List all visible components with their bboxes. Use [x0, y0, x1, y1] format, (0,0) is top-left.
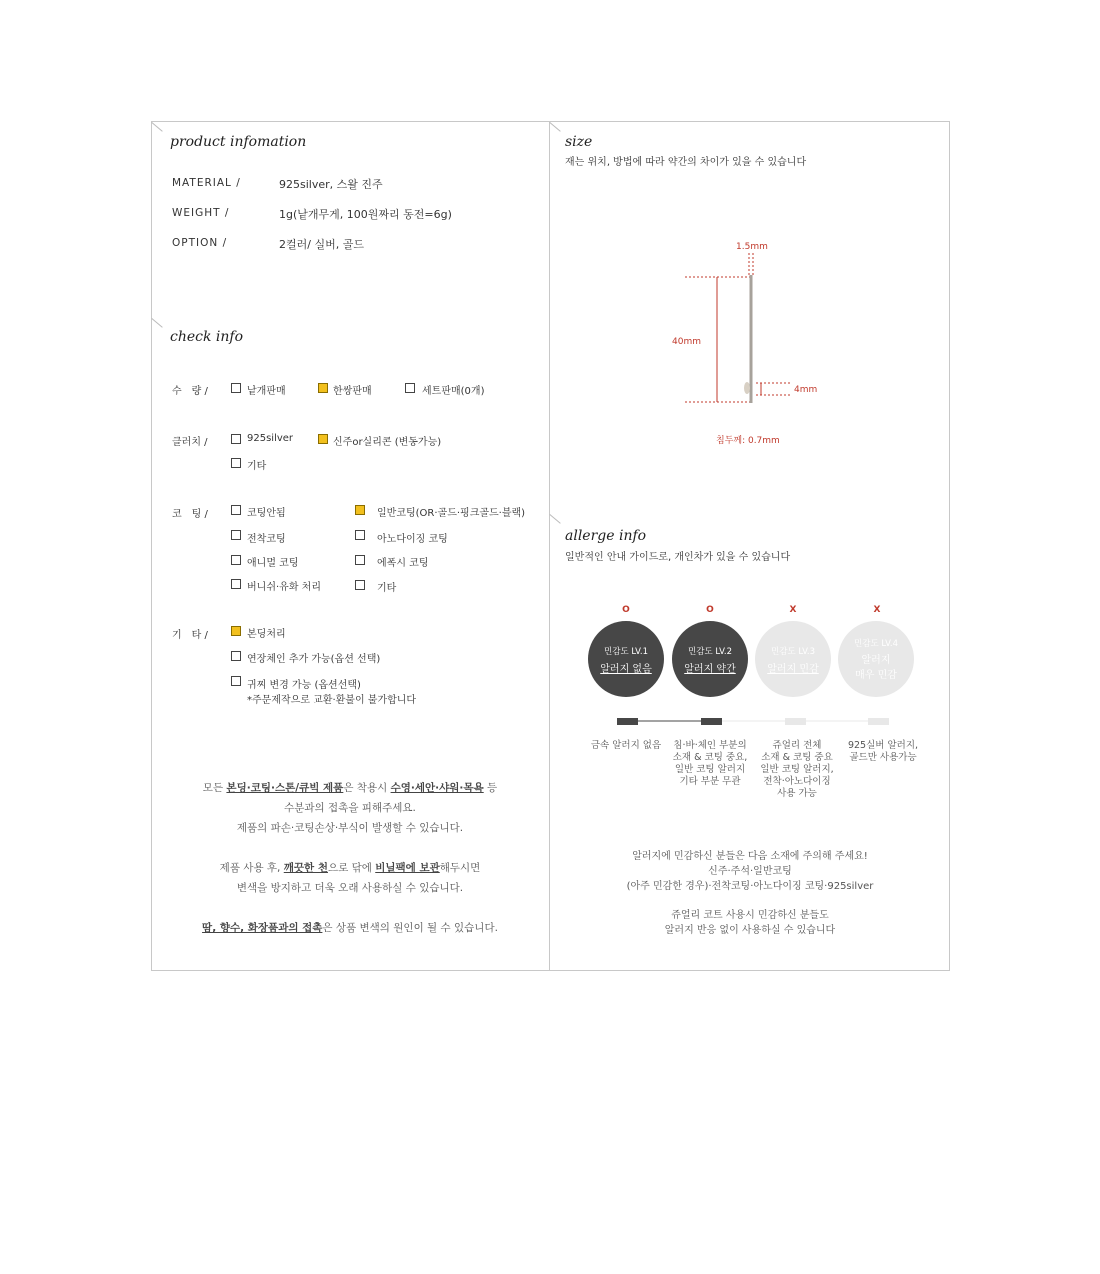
checkbox-checked: [231, 626, 241, 636]
option-text: 한쌍판매: [333, 386, 372, 397]
level-desc: 매우 민감: [855, 670, 897, 681]
sensitivity-level-2: [672, 621, 748, 697]
allergy-note: 알러지에 민감하신 분들은 다음 소재에 주의해 주세요!: [632, 851, 868, 862]
option-value: 2컬러/ 실버, 골드: [279, 238, 364, 251]
length-label: 40mm: [672, 337, 701, 347]
sensitivity-level-4: [838, 621, 914, 697]
level-desc: 알러지 민감: [767, 664, 819, 675]
etc-label: 기 타 /: [172, 630, 208, 641]
option-text: 본딩처리: [247, 629, 286, 640]
option-label: OPTION /: [172, 237, 228, 249]
allergy-note: 신주·주석·일반코팅: [708, 866, 792, 877]
level-text: 민감도 LV.4: [854, 639, 898, 649]
allergy-note: (아주 민감한 경우)·전착코팅·아노다이징 코팅·925silver: [626, 881, 874, 892]
option-text: 애니멀 코팅: [247, 558, 299, 569]
option-text: 925silver: [247, 433, 294, 444]
level-description: 침·바·체인 부분의 소재 & 코팅 중요, 일반 코팅 알러지 기타 부분 무관: [672, 740, 748, 787]
checkbox: [405, 383, 415, 393]
size-title: size: [565, 134, 593, 150]
weight-value: 1g(낱개무게, 100원짜리 동전=6g): [279, 208, 452, 221]
checkbox: [231, 458, 241, 468]
product-info-title: product infomation: [170, 134, 307, 150]
option-text: 세트판매(0개): [422, 386, 485, 397]
checkbox: [231, 505, 241, 515]
care-line: 수분과의 접촉을 피해주세요.: [284, 802, 416, 814]
allergy-note: 알러지 반응 없이 사용하실 수 있습니다: [664, 925, 836, 936]
checkbox: [231, 555, 241, 565]
allergy-mark: X: [789, 605, 797, 615]
material-value: 925silver, 스왈 진주: [279, 178, 383, 191]
custom-order-note: *주문제작으로 교환·환불이 불가합니다: [247, 695, 417, 706]
weight-label: WEIGHT /: [172, 207, 230, 219]
level-text: 민감도 LV.2: [688, 647, 732, 657]
checkbox: [231, 579, 241, 589]
level-description: 쥬얼리 전체 소재 & 코팅 중요 일반 코팅 알러지, 전착·아노다이징 사용 가능: [760, 740, 834, 799]
option-text: 전착코팅: [247, 534, 286, 545]
material-label: MATERIAL /: [172, 177, 241, 189]
level-description: 금속 알러지 없음: [590, 740, 662, 751]
option-text: 기타: [377, 583, 397, 594]
sensitivity-level-3: [755, 621, 831, 697]
level-desc: 알러지 약간: [684, 664, 736, 675]
level-text: 민감도 LV.1: [604, 647, 648, 657]
checkbox: [231, 434, 241, 444]
care-line: 제품의 파손·코팅손상·부식이 발생할 수 있습니다.: [236, 822, 464, 834]
allergy-mark: O: [622, 605, 630, 615]
option-text: 에폭시 코팅: [377, 558, 429, 569]
allergy-info-title: allerge info: [565, 528, 647, 544]
option-text: 아노다이징 코팅: [377, 534, 448, 545]
check-info-title: check info: [170, 329, 244, 345]
checkbox-checked: [318, 383, 328, 393]
option-text: 기타: [247, 461, 267, 472]
checkbox: [231, 383, 241, 393]
care-line: 모든 본딩·코팅·스톤/큐빅 제품은 착용시 수영·세안·샤워·목욕 등: [202, 782, 498, 794]
option-text: 일반코팅(OR·골드·핑크골드·블랙): [377, 508, 526, 519]
option-text: 낱개판매: [247, 386, 286, 397]
allergy-subtitle: 일반적인 안내 가이드로, 개인차가 있을 수 있습니다: [565, 552, 791, 563]
allergy-mark: X: [873, 605, 881, 615]
checkbox: [355, 530, 365, 540]
needle-thickness-label: 침두께: 0.7mm: [716, 436, 780, 446]
option-text: 귀찌 변경 가능 (옵션선택): [247, 680, 361, 691]
checkbox: [231, 676, 241, 686]
checkbox-checked: [355, 505, 365, 515]
info-frame: [151, 121, 950, 971]
sensitivity-scale: [610, 714, 900, 728]
quantity-label: 수 량 /: [172, 386, 208, 397]
checkbox-checked: [318, 434, 328, 444]
option-text: 버니쉬·유화 처리: [247, 582, 321, 593]
level-desc: 알러지: [861, 655, 891, 666]
clutch-label: 클러치 /: [172, 437, 208, 448]
checkbox: [355, 555, 365, 565]
checkbox: [231, 651, 241, 661]
allergy-note: 쥬얼리 코트 사용시 민감하신 분들도: [671, 910, 829, 921]
care-line: 제품 사용 후, 깨끗한 천으로 닦에 비닐팩에 보관해두시면: [219, 862, 481, 874]
option-text: 코팅안됨: [247, 508, 286, 519]
care-line: 땀, 향수, 화장품과의 접촉은 상품 변색의 원인이 될 수 있습니다.: [202, 922, 498, 934]
allergy-mark: O: [706, 605, 714, 615]
ball-size-label: 4mm: [794, 385, 818, 395]
checkbox: [231, 530, 241, 540]
level-text: 민감도 LV.3: [771, 647, 815, 657]
option-text: 연장체인 추가 가능(옵션 선택): [247, 654, 381, 665]
coating-label: 코 팅 /: [172, 509, 208, 520]
column-divider: [549, 121, 550, 971]
level-desc: 알러지 없음: [600, 664, 652, 675]
top-width-label: 1.5mm: [736, 242, 768, 252]
size-subtitle: 재는 위치, 방법에 따라 약간의 차이가 있을 수 있습니다: [565, 157, 807, 168]
level-description: 925실버 알러지, 골드만 사용가능: [847, 740, 919, 763]
care-line: 변색을 방지하고 더욱 오래 사용하실 수 있습니다.: [236, 882, 464, 894]
option-text: 신주or실리콘 (변동가능): [333, 437, 442, 448]
checkbox: [355, 580, 365, 590]
sensitivity-level-1: [588, 621, 664, 697]
